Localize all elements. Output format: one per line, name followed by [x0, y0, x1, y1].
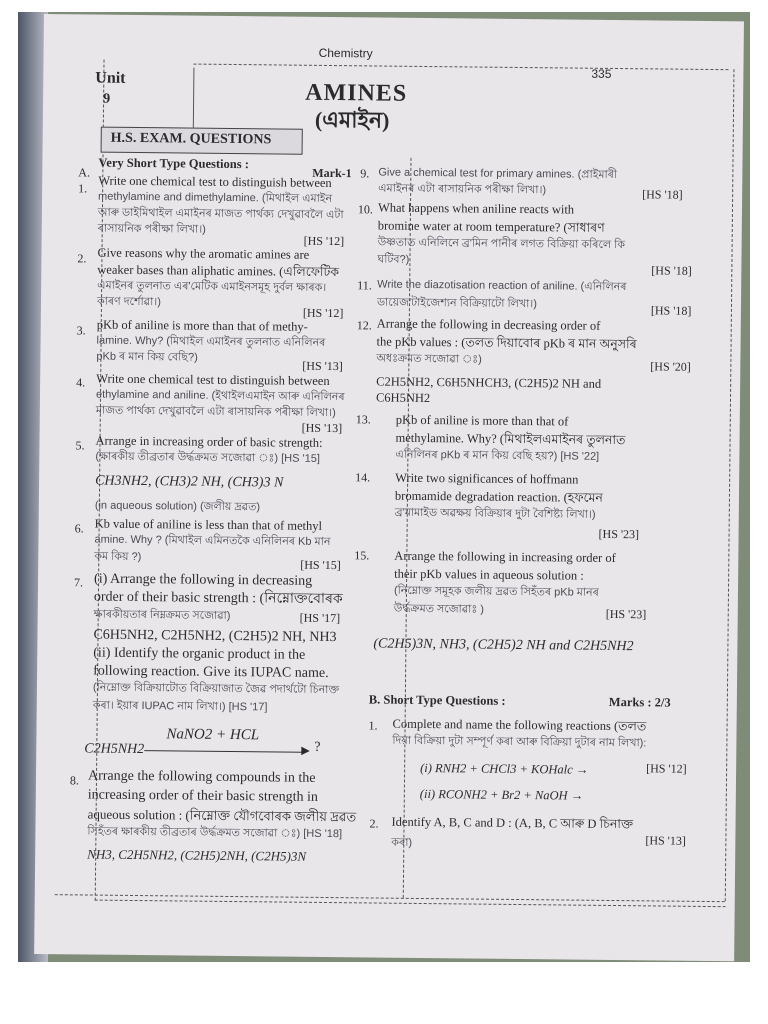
list-item: Complete and name the following reactions (তলত — [392, 716, 647, 734]
list-item: What happens when aniline reacts with — [377, 200, 575, 217]
list-item: Write the diazotisation reaction of aniline. (এনিলিনৰ — [377, 278, 627, 294]
very-short-heading: Very Short Type Questions : — [98, 155, 249, 172]
list-item: (ii) Identify the organic product in the — [93, 645, 306, 663]
page-title: AMINES — [305, 79, 408, 107]
list-item: ডায়েজ'টাইজেশ্যন বিক্ৰিয়াটো লিখা।) — [376, 296, 537, 311]
exam-ref: [HS '12] — [646, 761, 687, 776]
list-item: lamine. Why? (মিথাইল এমাইনৰ তুলনাত এনিলিনৰ — [96, 334, 326, 349]
list-item: ঘটিব?) — [377, 253, 410, 266]
exam-ref: [HS '13] — [645, 833, 686, 848]
list-number: 5. — [75, 438, 85, 453]
page-number: 335 — [591, 66, 612, 81]
list-item: Give a chemical test for primary amines. (প্ৰাইমাৰী — [378, 166, 618, 182]
list-number: 12. — [356, 318, 372, 333]
exam-ref: [HS '17] — [299, 610, 341, 626]
list-item: উৰ্দ্ধক্ৰমত সজোৱাঃ ) — [393, 602, 485, 616]
list-number: 11. — [357, 278, 372, 293]
list-item: অধঃক্ৰমত সজোৱা ঃ) — [376, 352, 482, 366]
short-type-marks: Marks : 2/3 — [608, 694, 671, 710]
formula: CH3NH2, (CH3)2 NH, (CH3)3 N — [95, 473, 284, 491]
list-item: Arrange the following in increasing order of — [394, 548, 616, 566]
list-item: এনিলিনৰ pKb ৰ মান কিয় বেছি হয়?) [HS '22] — [395, 448, 600, 463]
exam-ref: [HS '12] — [302, 305, 344, 321]
exam-ref: [HS '12] — [303, 233, 345, 249]
very-short-marks: Mark-1 — [312, 165, 352, 181]
list-item: order of their basic strength : (নিম্নোক্তবোৰক — [93, 589, 343, 608]
exam-ref: [HS '18] — [650, 303, 692, 318]
list-item: Give reasons why the aromatic amines are — [97, 245, 310, 262]
list-item: (i) Arrange the following in decreasing — [94, 571, 313, 589]
formula: C6H5NH2 — [375, 390, 431, 406]
list-item: increasing order of their basic strength in — [87, 787, 319, 805]
exam-ref: [HS '23] — [605, 606, 647, 622]
list-number: 1. — [368, 718, 378, 733]
list-item: কাৰণ দৰ্শোৱা।) — [96, 295, 161, 309]
list-item: Arrange the following in decreasing order of — [376, 316, 601, 333]
list-number: 10. — [357, 202, 374, 217]
list-number: A. — [78, 165, 91, 180]
list-number: 13. — [355, 412, 371, 427]
page-title-assamese: (এমাইন) — [314, 106, 390, 133]
exam-heading: H.S. EXAM. QUESTIONS — [110, 130, 272, 148]
list-item: aqueous solution : (নিম্নোক্ত যৌগবোৰক জলীয় দ্ৰৱত — [87, 806, 357, 825]
list-item: Arrange in increasing order of basic strength: — [95, 433, 323, 450]
exam-ref: [HS '23] — [598, 526, 640, 542]
list-item: (নিম্নোক্ত বিক্ৰিয়াটোত বিক্ৰিয়াজাত জৈৱ পদাৰ্থটো চিনাক্ত — [92, 681, 340, 697]
formula: C6H5NH2, C2H5NH2, (C2H5)2 NH, NH3 — [93, 627, 337, 646]
reaction: (i) RNH2 + CHCl3 + KOHalc → — [420, 760, 589, 777]
unit-label: Unit — [95, 69, 126, 87]
list-item: ethylamine and aniline. (ইথাইলএমাইন আৰু এনিলিনৰ — [95, 388, 345, 404]
list-item: সিহঁতৰ ক্ষাৰকীয় তীব্ৰতাৰ উৰ্দ্ধক্ৰমত সজোৱা ঃ) [HS '18] — [87, 825, 343, 841]
list-item: (ক্ষাৰকীয় তীব্ৰতাৰ উৰ্দ্ধক্ৰমত সজোৱা ঃ) [HS '15] — [95, 450, 320, 465]
exam-ref: [HS '18] — [642, 187, 683, 202]
list-item: উষ্ণতাত এনিলিনে ব্ৰ'মিন পানীৰ লগত বিক্ৰিয়া কৰিলে কি — [377, 236, 626, 252]
reactant: C2H5NH2 — [84, 741, 145, 758]
subject-label: Chemistry — [318, 45, 373, 61]
list-item: দিয়া বিক্ৰিয়া দুটা সম্পূৰ্ণ কৰা আৰু বিক্ৰিয়া দুটাৰ নাম লিখা): — [392, 734, 647, 750]
arrow-head-icon: ▶ — [301, 744, 310, 757]
list-number: 6. — [74, 521, 84, 536]
list-number: 8. — [69, 773, 80, 788]
list-number: 14. — [355, 470, 371, 485]
unknown-product: ? — [314, 739, 321, 755]
list-item: weaker bases than aliphatic amines. (এলিফেটিক — [97, 262, 340, 280]
list-item: following reaction. Give its IUPAC name. — [93, 663, 329, 682]
list-number: 3. — [76, 323, 86, 338]
list-number: 1. — [78, 181, 88, 196]
exam-ref: [HS '13] — [301, 420, 343, 436]
list-number: 7. — [73, 575, 84, 590]
list-item: Arrange the following compounds in the — [87, 768, 316, 786]
list-item: Write two significances of hoffmann — [395, 470, 579, 487]
list-number: 2. — [369, 816, 379, 831]
exam-ref: [HS '18] — [651, 263, 692, 278]
list-item: (in aqueous solution) (জলীয় দ্ৰৱত) — [94, 499, 261, 514]
list-item: Write one chemical test to distinguish between — [98, 173, 332, 191]
exam-ref: [HS '15] — [300, 557, 341, 573]
formula: (C2H5)3N, NH3, (C2H5)2 NH and C2H5NH2 — [373, 636, 634, 655]
list-item: কৰা) — [391, 836, 413, 849]
list-item: methylamine and dimethylamine. (মিথাইল এমাইন — [98, 190, 333, 206]
list-item: pKb ৰ মান কিয় বেছি?) — [96, 350, 198, 364]
list-item: এমাইনৰ তুলনাত এৰ'মেটিক এমাইনসমূহ দুৰ্বল ক্ষাৰক। — [97, 279, 327, 294]
list-item: ক্ষাৰকীয়তাৰ নিম্নক্ৰমত সজোৱা) — [93, 608, 231, 622]
formula: C2H5NH2, C6H5NHCH3, (C2H5)2 NH and — [376, 374, 602, 391]
list-number: 4. — [76, 375, 86, 390]
list-item: bromine water at room temperature? (সাধাৰণ — [377, 218, 605, 235]
list-item: ৰাসায়নিক পৰীক্ষা লিখা।) — [97, 222, 206, 236]
formula: NH3, C2H5NH2, (C2H5)2NH, (C2H5)3N — [87, 846, 307, 864]
list-item: মাজত পাৰ্থক্য দেখুৱাবলৈ এটা ৰাসায়নিক পৰীক্ষা লিখা।) — [95, 404, 336, 420]
list-item: the pKb values : (তলত দিয়াবোৰ pKb ৰ মান অনুসৰি — [376, 334, 637, 352]
list-item: কম কিয় ?) — [94, 550, 142, 564]
book-page — [34, 14, 744, 961]
list-item: Write one chemical test to distinguish between — [96, 371, 330, 389]
list-number: 2. — [77, 251, 87, 266]
exam-ref: [HS '13] — [302, 358, 343, 374]
list-item: ব্ৰ'মামাইড অৱক্ষয় বিক্ৰিয়াৰ দুটা বৈশিষ্ট্য লিখা।) — [394, 506, 596, 521]
list-item: pKb of aniline is more than that of — [395, 412, 569, 429]
list-item: amine. Why ? (মিথাইল এমিনতকৈ এনিলিনৰ Kb মান — [94, 533, 331, 549]
list-item: bromamide degradation reaction. (হফমেন — [394, 488, 604, 505]
list-item: Kb value of aniline is less than that of methyl — [94, 516, 323, 533]
list-item: আৰু ডাইমিথাইল এমাইনৰ মাজত পাৰ্থক্য দেখুৱাবলৈ এটা — [97, 206, 344, 222]
list-item: their pKb values in aqueous solution : — [394, 566, 584, 583]
list-item: এমাইনৰ এটা ৰাসায়নিক পৰীক্ষা লিখা।) — [378, 182, 547, 197]
list-number: 9. — [360, 166, 370, 181]
reagent-label: NaNO2 + HCL — [166, 726, 260, 744]
list-item: pKb of aniline is more than that of methy- — [96, 317, 308, 334]
unit-number: 9 — [103, 91, 111, 107]
short-type-heading: B. Short Type Questions : — [368, 692, 506, 708]
list-item: methylamine. Why? (মিথাইলএমাইনৰ তুলনাত — [395, 430, 626, 448]
exam-ref: [HS '20] — [650, 359, 691, 374]
list-item: Identify A, B, C and D : (A, B, C আৰু D চিনাক্ত — [391, 814, 634, 832]
list-number: 15. — [354, 548, 370, 563]
list-item: কৰা। ইয়াৰ IUPAC নাম লিখা।) [HS '17] — [92, 699, 268, 714]
reaction: (ii) RCONH2 + Br2 + NaOH → — [419, 786, 584, 803]
list-item: (নিম্নোক্ত সমূহক জলীয় দ্ৰৱত সিহঁতৰ pKb মানৰ — [393, 584, 599, 599]
